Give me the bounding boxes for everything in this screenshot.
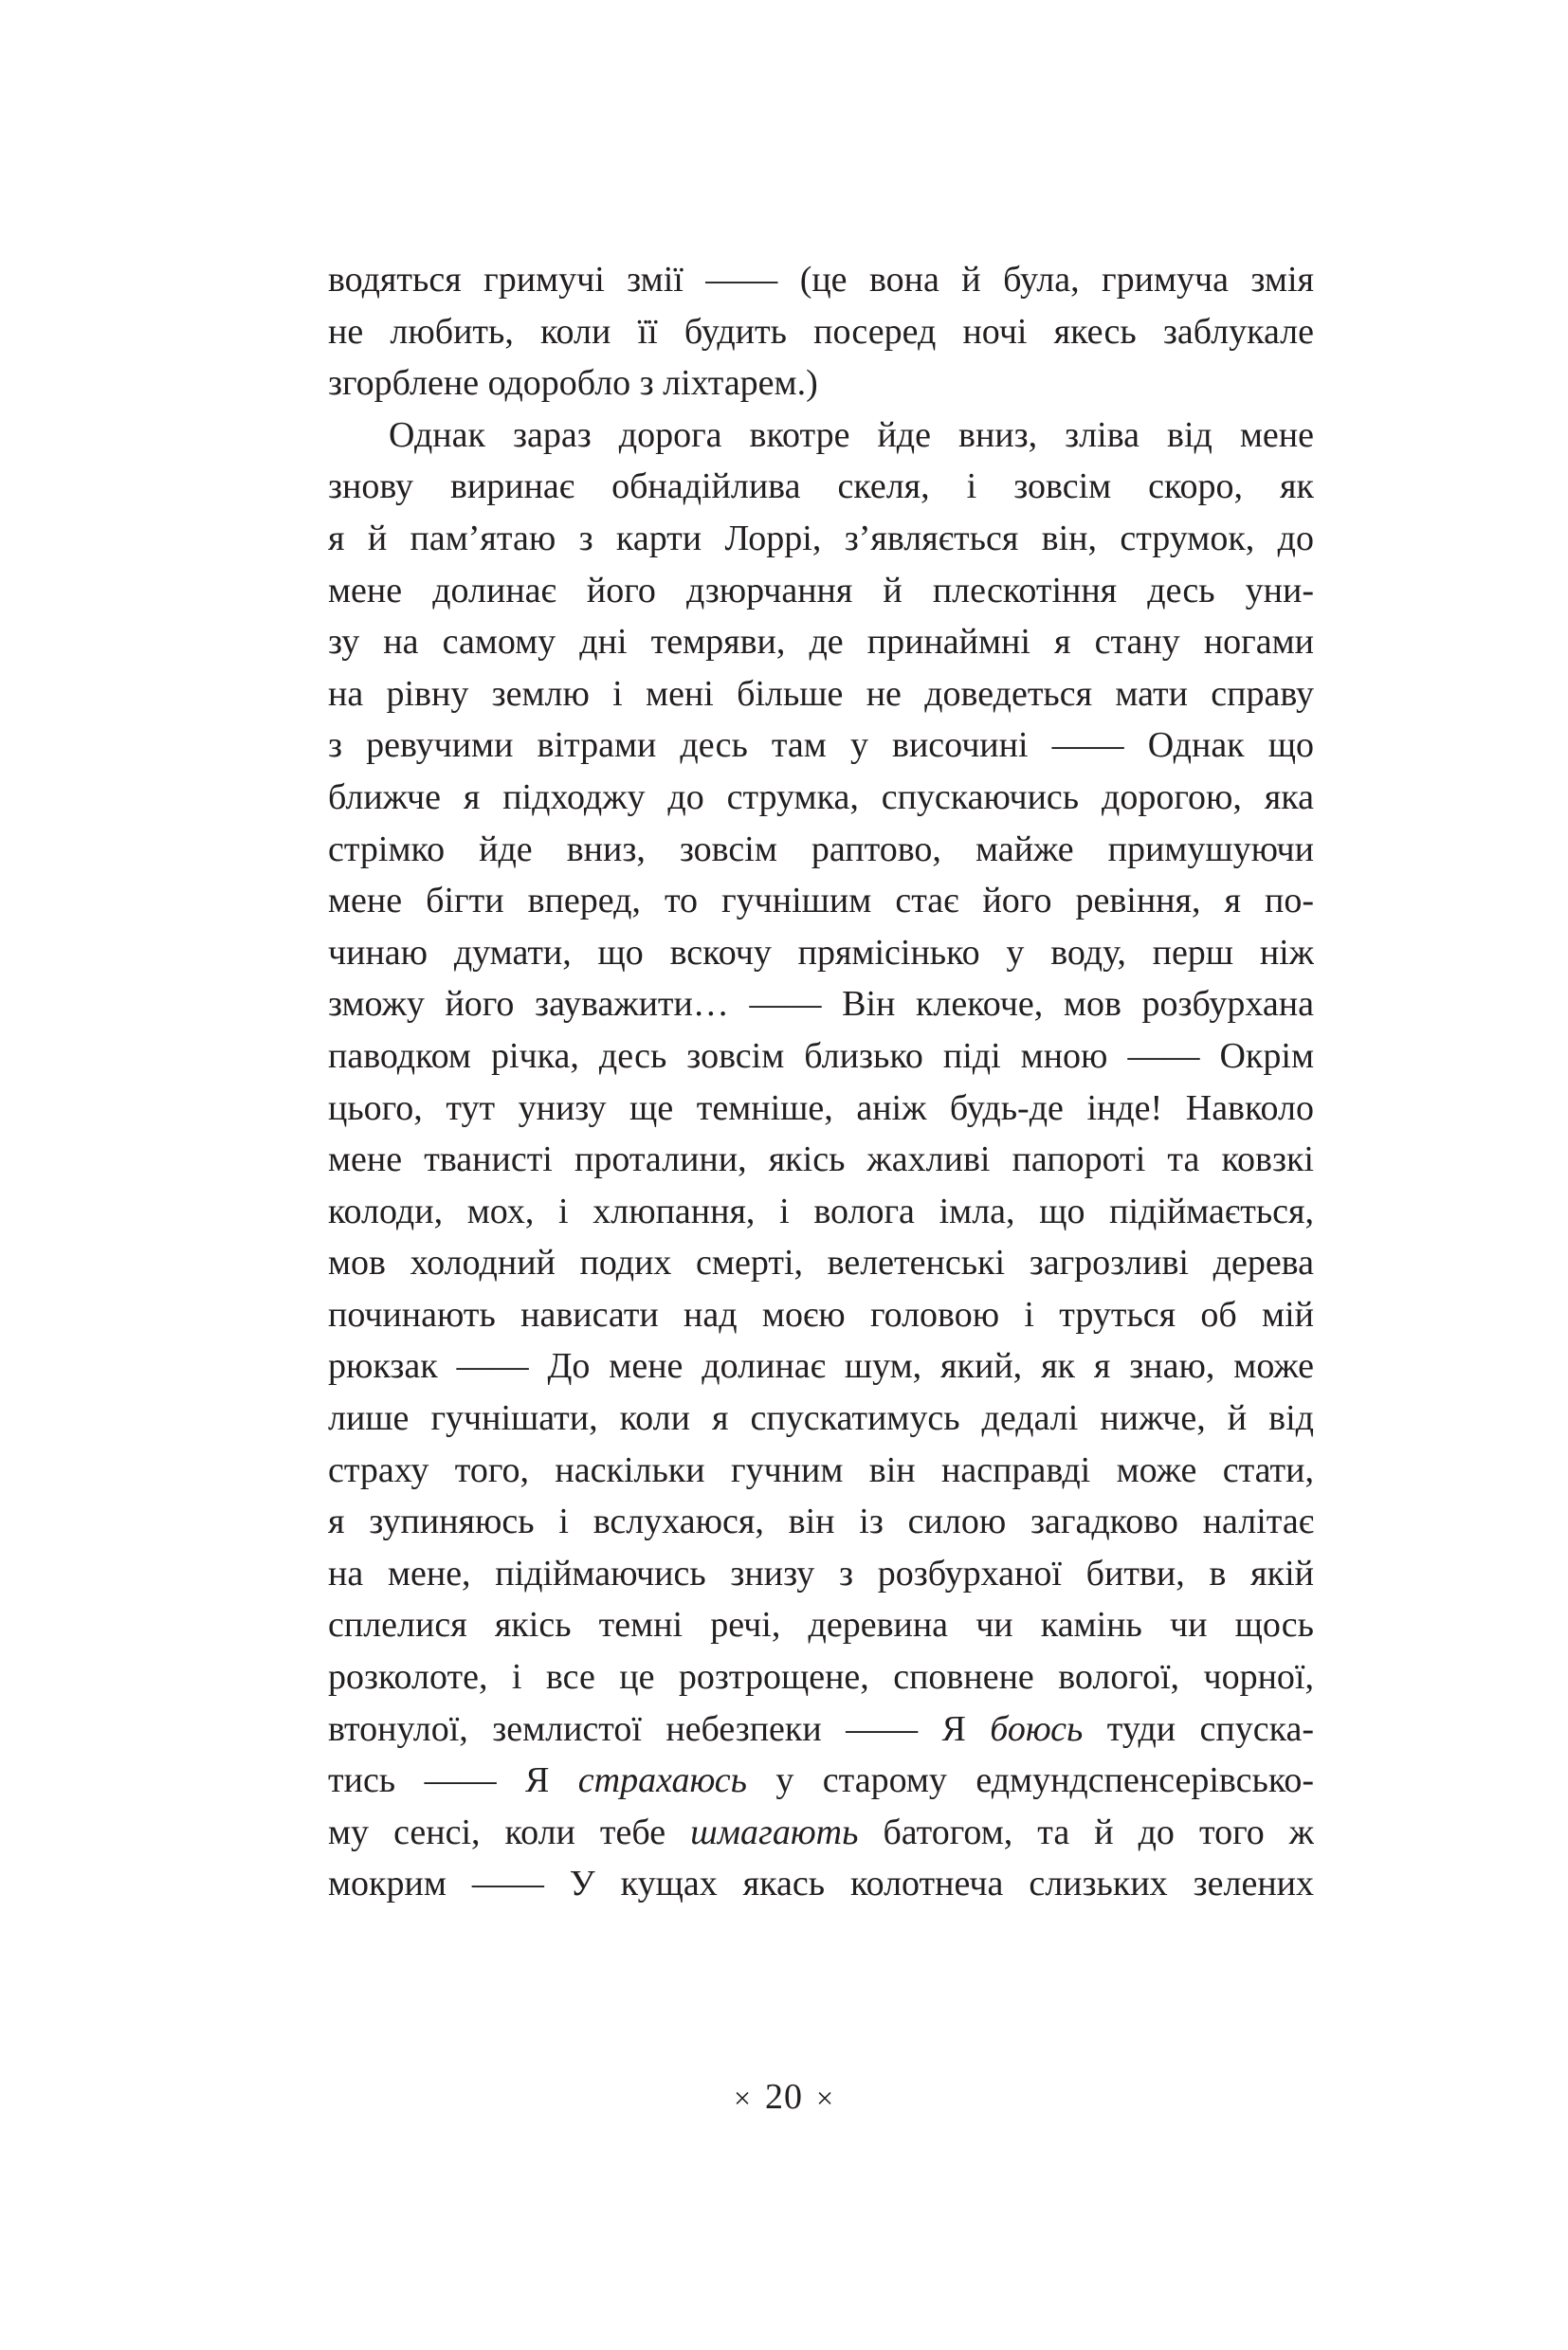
folio-ornament-left: ×	[733, 2081, 752, 2115]
text-line: зможу його зауважити… —— Він клекоче, мов розбурхана	[328, 984, 1314, 1025]
text-line: ближче я підходжу до струмка, спускаючись дорогою, яка	[328, 776, 1314, 817]
text-line: на мене, підіймаючись знизу з розбурханої битви, в якій	[328, 1553, 1314, 1594]
text-line: мене долинає його дзюрчання й плескотіння десь уни-	[328, 570, 1314, 610]
body-text	[328, 254, 1314, 1910]
text-line: мокрим —— У кущах якась колотнеча слизьких зелених	[328, 1864, 1314, 1904]
text-line: чинаю думати, що вскочу прямісінько у воду, перш ніж	[328, 932, 1314, 973]
text-line	[328, 1755, 1314, 1807]
text-run: батогом, та й до того ж	[883, 1812, 1314, 1852]
text-line	[328, 1807, 1314, 1859]
italic-emphasis: боюсь	[990, 1708, 1084, 1749]
text-line: починають нависати над моєю головою і труться об мій	[328, 1294, 1314, 1335]
text-run: туди спуска-	[1106, 1708, 1314, 1749]
italic-emphasis: шмагають	[690, 1812, 859, 1852]
text-line: страху того, наскільки гучним він насправді може стати,	[328, 1449, 1314, 1490]
page-number	[0, 2071, 1568, 2123]
text-line	[328, 1703, 1314, 1756]
text-line: сплелися якісь темні речі, деревина чи камінь чи щось	[328, 1605, 1314, 1646]
text-line: мов холодний подих смерті, велетенські загрозливі дерева	[328, 1243, 1314, 1284]
text-line: зу на самому дні темряви, де принаймні я стану ногами	[328, 622, 1314, 663]
text-line: стрімко йде вниз, зовсім раптово, майже примушуючи	[328, 829, 1314, 869]
text-line: на рівну землю і мені більше не доведеться мати справу	[328, 673, 1314, 714]
text-run: му сенсі, коли тебе	[328, 1812, 666, 1852]
text-line: рюкзак —— До мене долинає шум, який, як я знаю, може	[328, 1346, 1314, 1387]
text-run: у старому едмундспенсерівсько-	[775, 1760, 1314, 1801]
text-line: згорблене одоробло з ліхтарем.)	[328, 363, 818, 404]
text-line: не любить, коли її будить посеред ночі якесь заблукале	[328, 311, 1314, 352]
text-line: колоди, мох, і хлюпання, і волога імла, що підіймається,	[328, 1191, 1314, 1231]
text-line: цього, тут унизу ще темніше, аніж будь-де інде! Навколо	[328, 1087, 1314, 1128]
text-line: я й пам’ятаю з карти Лоррі, з’являється він, струмок, до	[328, 518, 1314, 558]
text-line: розколоте, і все це розтрощене, сповнене вологої, чорної,	[328, 1657, 1314, 1698]
text-line: водяться гримучі змії —— (це вона й була, гримуча змія	[328, 260, 1314, 300]
text-line: знову виринає обнадійлива скеля, і зовсім скоро, як	[328, 466, 1314, 507]
italic-emphasis: страхаюсь	[577, 1760, 747, 1801]
text-run: тись —— Я	[328, 1760, 550, 1801]
text-line: паводком річка, десь зовсім близько піді мною —— Окрім	[328, 1035, 1314, 1076]
text-line: з ревучими вітрами десь там у височині —— Однак що	[328, 725, 1314, 766]
text-run: втонулої, землистої небезпеки —— Я	[328, 1708, 966, 1749]
text-line: лише гучнішати, коли я спускатимусь дедалі нижче, й від	[328, 1398, 1314, 1439]
text-line: мене бігти вперед, то гучнішим стає його ревіння, я по-	[328, 881, 1314, 921]
page-number-value: 20	[765, 2077, 803, 2117]
folio-ornament-right: ×	[816, 2081, 835, 2115]
text-line: я зупиняюсь і вслухаюся, він із силою загадково налітає	[328, 1502, 1314, 1542]
text-line: мене тванисті проталини, якісь жахливі папороті та ковзкі	[328, 1139, 1314, 1180]
text-line: Однак зараз дорога вкотре йде вниз, зліва від мене	[389, 414, 1314, 455]
